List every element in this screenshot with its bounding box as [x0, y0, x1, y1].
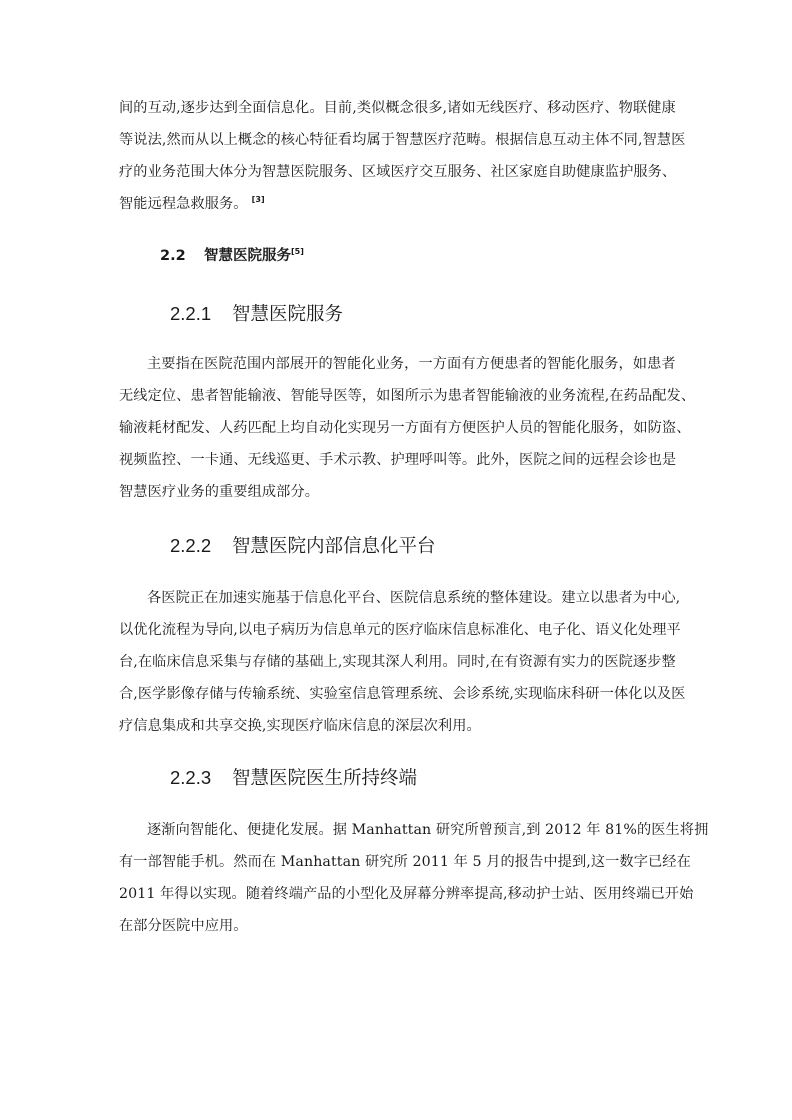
- section-2-2-1-paragraph: [119, 348, 696, 508]
- section-2-2-3-number: 2.2.3: [170, 767, 212, 788]
- s223-line-4: 在部分医院中应用。: [119, 918, 248, 934]
- section-2-2-1-title: 智慧医院服务: [232, 304, 344, 325]
- section-2-2-3-paragraph: [119, 814, 709, 942]
- s222-line-4: 合,医学影像存储与传输系统、实验室信息管理系统、会诊系统,实现临床科研一体化以及医: [119, 686, 686, 702]
- intro-line-4-text: 智能远程急救服务。: [119, 196, 248, 212]
- s223-line-3: 2011 年得以实现。随着终端产品的小型化及屏幕分辨率提高,移动护士站、医用终端已开始: [119, 886, 694, 902]
- s221-line-1: [119, 348, 679, 380]
- s222-line-3: 台,在临床信息采集与存储的基础上,实现其深人利用。同时,在有资源有实力的医院逐步整: [119, 654, 676, 670]
- intro-line-4: [119, 188, 679, 220]
- section-2-2-2-paragraph: [119, 582, 686, 742]
- s223-line-1-text: 逐渐向智能化、便捷化发展。据 Manhattan 研究所曾预言,到 2012 年 81%的医生将拥: [147, 822, 709, 838]
- section-2-2-3-heading: [170, 764, 417, 790]
- s221-line-5: 智慧医疗业务的重要组成部分。: [119, 484, 320, 500]
- s223-line-1: [119, 814, 709, 846]
- section-2-2-2-number: 2.2.2: [170, 535, 212, 556]
- s221-line-3: 输液耗材配发、人药匹配上均自动化实现另一方面有方便医护人员的智能化服务，如防盗、: [119, 420, 691, 436]
- s222-line-1: [119, 582, 679, 614]
- intro-line-2: 等说法,然而从以上概念的核心特征看均属于智慧医疗范畴。根据信息互动主体不同,智慧医: [119, 132, 686, 148]
- s222-line-5: 疗信息集成和共享交换,实现医疗临床信息的深层次利用。: [119, 718, 481, 734]
- s221-line-4: 视频监控、一卡通、无线巡更、手术示教、护理呼叫等。此外，医院之间的远程会诊也是: [119, 452, 677, 468]
- intro-line-3: 疗的业务范围大体分为智慧医院服务、区域医疗交互服务、社区家庭自助健康监护服务、: [119, 164, 677, 180]
- section-2-2-number: 2.2: [160, 248, 186, 264]
- intro-citation: [3]: [251, 195, 265, 205]
- section-2-2-title: 智慧医院服务: [204, 248, 291, 264]
- s221-line-2: 无线定位、患者智能输液、智能导医等，如图所示为患者智能输液的业务流程,在药品配发、: [119, 388, 696, 404]
- s221-line-1-text: 主要指在医院范围内部展开的智能化业务，一方面有方便患者的智能化服务，如患者: [147, 356, 676, 372]
- s222-line-1-text: 各医院正在加速实施基于信息化平台、医院信息系统的整体建设。建立以患者为中心,: [147, 590, 681, 606]
- intro-line-1: 间的互动,逐步达到全面信息化。目前,类似概念很多,诸如无线医疗、移动医疗、物联健康: [119, 100, 676, 116]
- section-2-2-2-title: 智慧医院内部信息化平台: [232, 536, 436, 557]
- section-2-2-2-heading: [170, 532, 436, 558]
- s223-line-2: 有一部智能手机。然而在 Manhattan 研究所 2011 年 5 月的报告中提到,这一数字已经在: [119, 854, 691, 870]
- section-2-2-1-number: 2.2.1: [170, 303, 212, 324]
- section-2-2-heading: [160, 244, 304, 265]
- section-2-2-1-heading: [170, 300, 343, 326]
- s222-line-2: 以优化流程为导向,以电子病历为信息单元的医疗临床信息标准化、电子化、语义化处理平: [119, 622, 681, 638]
- section-2-2-3-title: 智慧医院医生所持终端: [232, 768, 418, 789]
- section-2-2-citation: [5]: [291, 247, 304, 257]
- intro-paragraph: [119, 92, 686, 220]
